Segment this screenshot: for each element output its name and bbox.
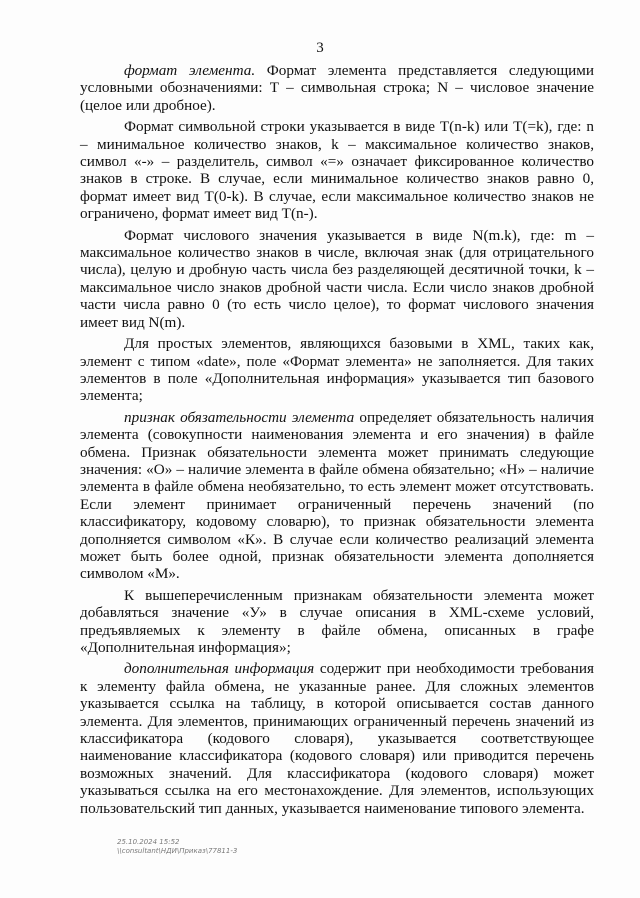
paragraph-text: Формат числового значения указывается в виде N(m.k), где: m – максимальное количество знаков в числе, включая знак (для отрицательного числа), целую и дробную часть числа без разделяющей десятичной точки, k – максимальное число знаков дробной части числа. Если число знаков дробной части числа равно 0 (то есть число целое), то формат числового значения имеет вид N(m). [80,226,594,331]
paragraph-text: Для простых элементов, являющихся базовыми в XML, таких как, элемент с типом «date», поле «Формат элемента» не заполняется. Для таких элементов в поле «Дополнительная информация» указывается тип базового элемента; [80,335,594,405]
paragraph-element-format [80,62,594,114]
stamp-date: 25.10.2024 15:52 [117,838,180,846]
term-required-flag: признак обязательности элемента [124,408,355,426]
paragraph-text: Формат символьной строки указывается в виде T(n-k) или T(=k), где: n – минимальное количество знаков, k – максимальное количество знаков, символ «-» – разделитель, символ «=» означает фиксированное количество знаков в строке. В случае, если минимальное количество знаков равно 0, формат имеет вид T(0-k). В случае, если максимальное количество знаков не ограничено, формат имеет вид T(n-). [80,118,594,223]
paragraph-simple-elements [80,335,594,405]
paragraph-text: содержит при необходимости требования к элементу файла обмена, не указанные ранее. Для сложных элементов указывается ссылка на таблицу, в которой описывается состав данного элемента. Для элементов, принимающих ограниченный перечень значений из классификатора (кодового словаря), указывается соответствующее наименование классификатора (кодового словаря) или приводится перечень возможных значений. Для классификатора (кодового словаря) может указываться ссылка на его местонахождение. Для элементов, использующих пользовательский тип данных, указывается наименование типового элемента. [80,660,594,817]
term-additional-info: дополнительная информация [124,660,315,678]
paragraph-text: определяет обязательность наличия элемента (совокупности наименования элемента и его значения) в файле обмена. Признак обязательности элемента может принимать следующие значения: «О» – наличие элемента в файле обмена обязательно; «Н» – наличие элемента в файле обмена необязательно, то есть элемент может отсутствовать. Если элемент принимает ограниченный перечень значений (по классификатору, кодовому словарю), то признак обязательности элемента дополняется символом «К». В случае если количество реализаций элемента может быть более одной, признак обязательности элемента дополняется символом «М». [80,408,594,583]
paragraph-number-format [80,227,594,331]
term-element-format: формат элемента. [124,62,256,79]
paragraph-additional-info [80,660,594,817]
paragraph-text: Формат элемента представляется следующими условными обозначениями: Т – символьная строка; N – числовое значение (целое или дробное). [80,62,594,114]
document-body [80,62,594,821]
paragraph-required-flag [80,409,594,583]
paragraph-condition-flag [80,587,594,657]
stamp-path: \\consultant\НДИ\Приказ\77811-3 [117,847,238,855]
paragraph-string-format [80,118,594,222]
document-stamp [117,838,237,856]
page-number: 3 [316,40,324,56]
paragraph-text: К вышеперечисленным признакам обязательности элемента может добавляться значение «У» в случае описания в XML-схеме условий, предъявляемых к элементу в файле обмена, описанных в графе «Дополнительная информация»; [80,586,594,656]
